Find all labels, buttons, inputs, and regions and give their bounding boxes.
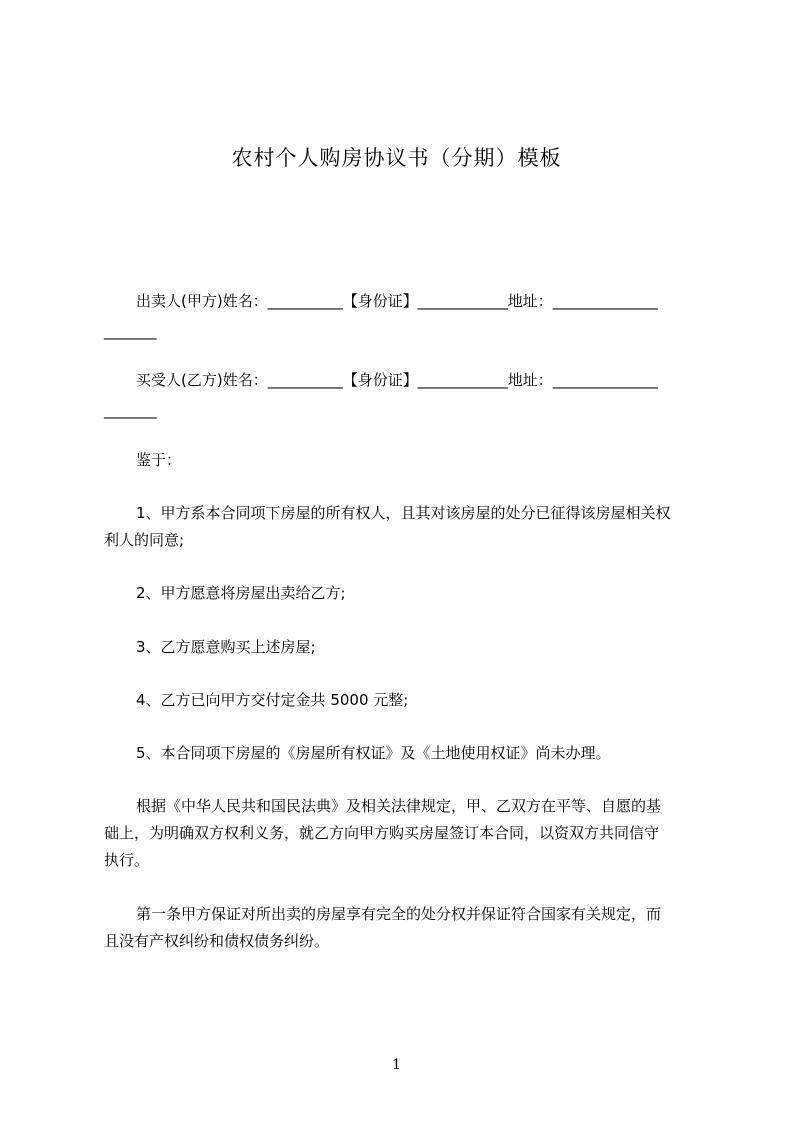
buyer-info-continuation: _______ [104, 401, 157, 419]
seller-info-continuation: _______ [104, 322, 157, 340]
recital-item-5: 5、本合同项下房屋的《房屋所有权证》及《土地使用权证》尚未办理。 [136, 744, 611, 762]
legal-basis-line-3: 执行。 [104, 851, 150, 869]
buyer-info-line: 买受人(乙方)姓名：__________【身份证】____________地址：______________ [136, 371, 658, 389]
recital-item-2: 2、甲方愿意将房屋出卖给乙方; [136, 584, 346, 602]
page-number: 1 [392, 1057, 401, 1073]
recital-item-3: 3、乙方愿意购买上述房屋; [136, 638, 316, 656]
recital-item-1-line-2: 利人的同意; [104, 531, 185, 549]
whereas-heading: 鉴于： [136, 451, 182, 469]
recital-item-1-line-1: 1、甲方系本合同项下房屋的所有权人，且其对该房屋的处分已征得该房屋相关权 [136, 504, 671, 522]
document-title: 农村个人购房协议书（分期）模板 [231, 146, 562, 170]
seller-info-line: 出卖人(甲方)姓名：__________【身份证】____________地址：______________ [136, 292, 658, 310]
article-1-line-1: 第一条甲方保证对所出卖的房屋享有完全的处分权并保证符合国家有关规定，而 [136, 905, 662, 923]
article-1-line-2: 且没有产权纠纷和债权债务纠纷。 [104, 932, 330, 950]
legal-basis-line-2: 础上，为明确双方权利义务，就乙方向甲方购买房屋签订本合同，以资双方共同信守 [104, 824, 660, 842]
recital-item-4: 4、乙方已向甲方交付定金共 5000 元整; [136, 691, 409, 709]
legal-basis-line-1: 根据《中华人民共和国民法典》及相关法律规定，甲、乙双方在平等、自愿的基 [136, 797, 662, 815]
